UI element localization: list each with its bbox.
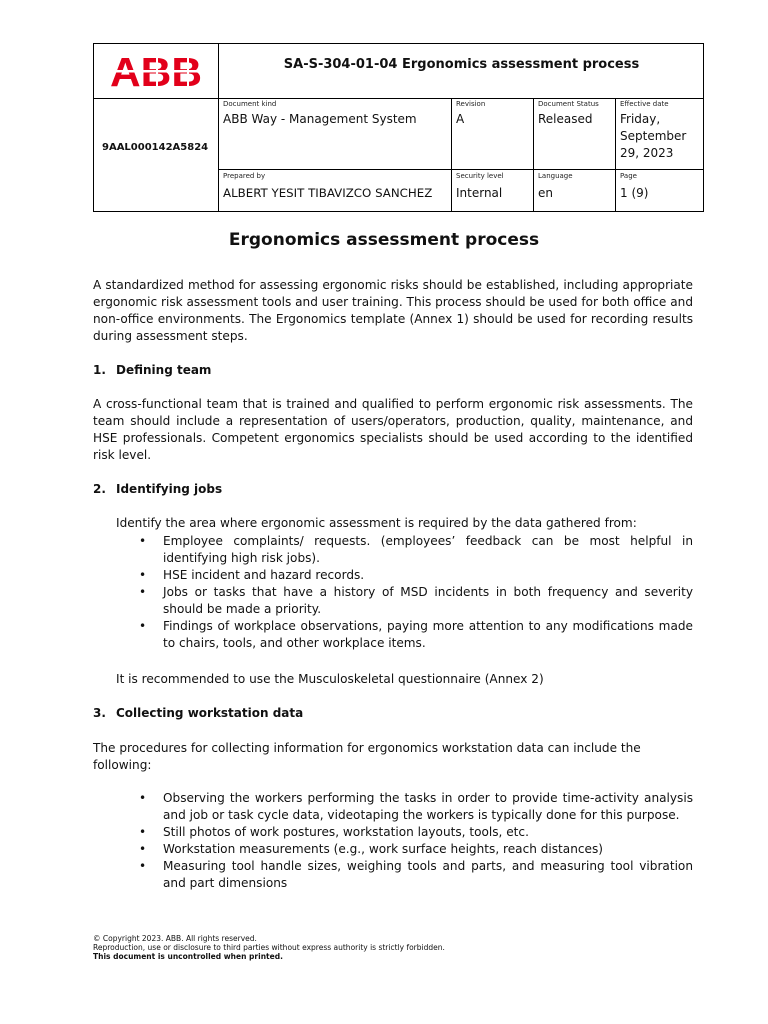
document-status-value: Released xyxy=(538,112,593,126)
section-2-heading: 2. Identifying jobs xyxy=(93,482,223,496)
revision-label: Revision xyxy=(456,100,486,108)
section-3-heading: 3. Collecting workstation data xyxy=(93,706,304,720)
security-level-value: Internal xyxy=(456,186,503,200)
security-level-label: Security level xyxy=(456,172,504,180)
bullet-dot-icon: • xyxy=(139,534,147,548)
section-2-bullet-list xyxy=(139,533,693,652)
bullet-dot-icon: • xyxy=(139,619,147,633)
list-item: • HSE incident and hazard records. xyxy=(139,568,365,582)
language-label: Language xyxy=(538,172,573,180)
copyright-line: © Copyright 2023. ABB. All rights reserved. xyxy=(93,934,257,943)
section-1-body: A cross-functional team that is trained and qualified to perform ergonomic risk assessments. The team should include a representation of users/operators, production, quality, maintenance, and HSE professionals. Competent ergonomics specialists should be used according to the identified risk level. xyxy=(93,397,693,462)
page-label: Page xyxy=(620,172,637,180)
list-item: • Jobs or tasks that have a history of MSD incidents in both frequency and severity should be made a priority. xyxy=(139,585,693,616)
prepared-by-label: Prepared by xyxy=(223,172,266,180)
document-status-label: Document Status xyxy=(538,100,599,108)
prepared-by-value: ALBERT YESIT TIBAVIZCO SANCHEZ xyxy=(223,186,433,200)
section-2-note: It is recommended to use the Musculoskeletal questionnaire (Annex 2) xyxy=(116,672,544,686)
list-item: • Observing the workers performing the tasks in order to provide time-activity analysis and job or task cycle data, videotaping the workers is typically done for this purpose. xyxy=(139,791,693,822)
intro-paragraph: A standardized method for assessing ergonomic risks should be established, including appropriate ergonomic risk assessment tools and user training. This process should be used for both office and non-office environments. The Ergonomics template (Annex 1) should be used for recording results during assessment steps. xyxy=(93,278,693,343)
section-1-heading: 1. Defining team xyxy=(93,363,212,377)
bullet-dot-icon: • xyxy=(139,568,147,582)
document-kind-label: Document kind xyxy=(223,100,277,108)
copyright-footer xyxy=(93,934,445,961)
list-item: • Measuring tool handle sizes, weighing tools and parts, and measuring tool vibration and part dimensions xyxy=(139,859,693,890)
list-item: • Still photos of work postures, workstation layouts, tools, etc. xyxy=(139,825,529,839)
bullet-dot-icon: • xyxy=(139,791,147,805)
document-title: SA-S-304-01-04 Ergonomics assessment process xyxy=(283,57,640,72)
section-2-lead: Identify the area where ergonomic assessment is required by the data gathered from: xyxy=(116,516,637,530)
effective-date-label: Effective date xyxy=(620,100,669,108)
bullet-dot-icon: • xyxy=(139,825,147,839)
list-item: • Employee complaints/ requests. (employees’ feedback can be most helpful in identifying high risk jobs). xyxy=(139,534,693,565)
document-kind-value: ABB Way - Management System xyxy=(223,112,417,126)
revision-value: A xyxy=(456,112,465,126)
bullet-dot-icon: • xyxy=(139,859,147,873)
page-value: 1 (9) xyxy=(620,186,649,200)
page-title: Ergonomics assessment process xyxy=(228,230,540,250)
list-item: • Findings of workplace observations, paying more attention to any modifications made to chairs, tools, and other workplace items. xyxy=(139,619,693,650)
disclosure-line: Reproduction, use or disclosure to third parties without express authority is strictly forbidden. xyxy=(93,943,445,952)
effective-date-value: Friday, September 29, 2023 xyxy=(620,112,687,160)
abb-logo xyxy=(110,52,204,92)
bullet-dot-icon: • xyxy=(139,842,147,856)
document-header-table xyxy=(93,43,704,212)
uncontrolled-notice: This document is uncontrolled when printed. xyxy=(93,952,283,961)
section-3-bullet-list xyxy=(139,790,693,892)
section-3-body: The procedures for collecting information for ergonomics workstation data can include the following: xyxy=(93,741,641,772)
bullet-dot-icon: • xyxy=(139,585,147,599)
language-value: en xyxy=(538,186,553,200)
document-number: 9AAL000142A5824 xyxy=(102,142,209,153)
list-item: • Workstation measurements (e.g., work surface heights, reach distances) xyxy=(139,842,603,856)
